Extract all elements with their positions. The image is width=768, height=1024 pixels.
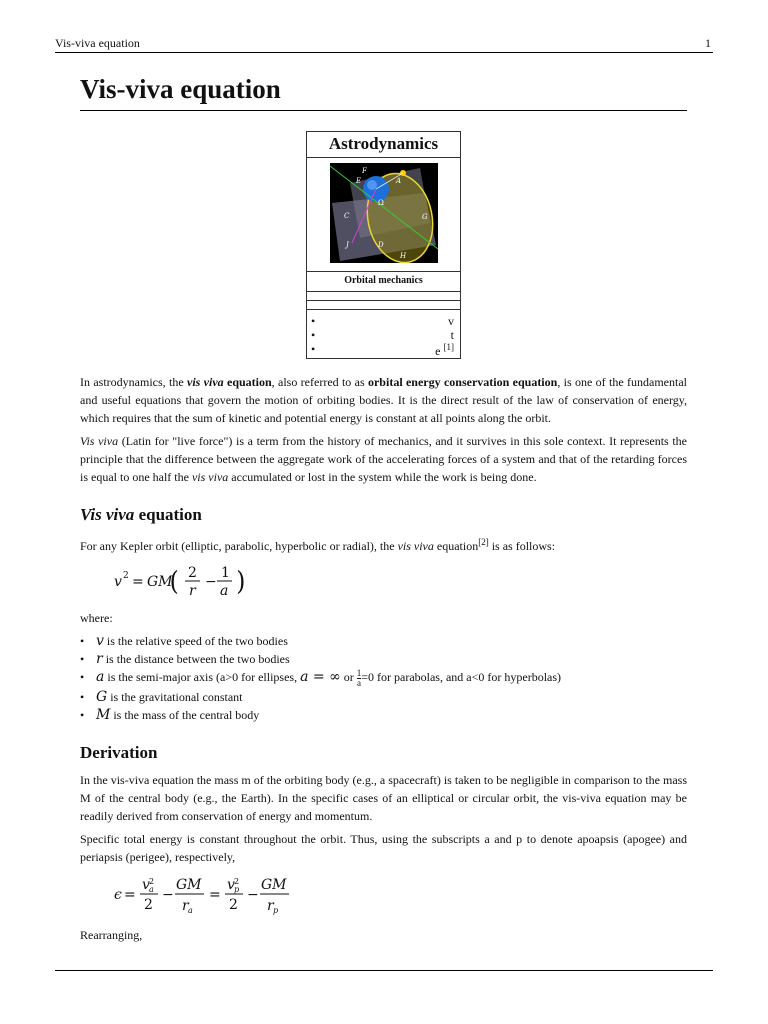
running-header — [55, 36, 713, 53]
svg-text:v: v — [114, 574, 122, 590]
svg-text:G: G — [421, 213, 428, 221]
where-label: where: — [80, 611, 113, 625]
svg-text:−: − — [205, 574, 217, 590]
svg-text:r: r — [189, 583, 196, 599]
svg-text:Ω: Ω — [377, 199, 384, 207]
svg-text:): ) — [236, 565, 246, 597]
term-bold: orbital energy conservation equation — [367, 375, 558, 389]
infobox-item-text: • v — [448, 314, 454, 328]
svg-text:2: 2 — [234, 876, 240, 886]
text: In astrodynamics, the — [80, 375, 187, 389]
vis-viva-formula-image — [112, 563, 252, 599]
footer-rule — [55, 970, 713, 971]
fraction-denominator: a — [356, 677, 361, 688]
infobox-caption: Orbital mechanics — [307, 272, 460, 292]
intro-paragraph — [80, 373, 687, 427]
svg-text:=: = — [209, 886, 221, 903]
svg-text:D: D — [377, 241, 384, 249]
svg-text:v: v — [227, 876, 235, 893]
infobox-image — [307, 158, 460, 272]
svg-text:=: = — [132, 574, 144, 590]
list-item — [80, 632, 687, 650]
term-bold: equation — [223, 375, 272, 389]
infobox-item-text: • t — [450, 328, 454, 342]
svg-text:a: a — [149, 884, 154, 894]
text: accumulated or lost in the system while the work is being done. — [228, 470, 537, 484]
svg-text:−: − — [162, 886, 174, 903]
text: , also referred to as — [271, 375, 368, 389]
svg-text:2: 2 — [149, 876, 155, 886]
term-italic: vis viva — [187, 375, 224, 389]
math-symbol: G — [96, 688, 108, 705]
svg-text:2: 2 — [229, 896, 238, 913]
list-item — [80, 688, 687, 706]
infobox-empty-row — [307, 301, 460, 310]
section-heading-derivation: Derivation — [80, 742, 158, 762]
term-italic: vis viva — [191, 470, 229, 484]
reference-link[interactable]: [1] — [443, 342, 454, 352]
text: is the gravitational constant — [107, 689, 243, 704]
infobox-item-text — [435, 342, 454, 359]
heading-text: equation — [134, 505, 202, 524]
page-number: 1 — [705, 36, 711, 50]
text: is the mass of the central body — [110, 707, 260, 722]
infobox-title: Astrodynamics — [307, 132, 460, 158]
infobox-list-item — [311, 314, 456, 328]
infobox-list — [307, 310, 460, 358]
svg-text:2: 2 — [188, 565, 197, 581]
variable-list — [80, 632, 687, 724]
infobox — [306, 131, 461, 359]
term-italic: vis viva — [397, 539, 434, 553]
page-title: Vis-viva equation — [80, 70, 687, 111]
derivation-paragraph-2: Specific total energy is constant throughout the orbit. Thus, using the subscripts a and p to denote apoapsis (apogee) and periapsis (perigee), respectively, — [80, 831, 687, 864]
text: equation — [433, 539, 479, 553]
text: or — [340, 670, 357, 684]
svg-text:a: a — [188, 905, 193, 915]
energy-formula — [112, 874, 687, 920]
running-title: Vis-viva equation — [55, 36, 140, 50]
svg-text:J: J — [345, 241, 349, 249]
svg-text:ϵ: ϵ — [114, 886, 122, 903]
section-paragraph — [80, 533, 687, 555]
svg-text:1: 1 — [221, 565, 230, 581]
term-italic: Vis viva — [80, 434, 119, 448]
svg-text:r: r — [182, 897, 189, 914]
list-item — [80, 668, 687, 688]
vis-viva-formula — [112, 563, 687, 603]
math-symbol: M — [96, 706, 111, 723]
svg-text:GM: GM — [176, 876, 202, 893]
infobox-empty-row — [307, 292, 460, 301]
math-symbol: v — [96, 633, 104, 649]
svg-text:F: F — [361, 167, 367, 175]
svg-text:GM: GM — [261, 876, 287, 893]
text: For any Kepler orbit (elliptic, parabolic, hyperbolic or radial), the — [80, 539, 398, 553]
text: is as follows: — [488, 539, 556, 553]
svg-text:2: 2 — [144, 896, 153, 913]
svg-text:(: ( — [169, 565, 179, 597]
reference-link[interactable]: [2] — [478, 537, 489, 547]
svg-text:r: r — [267, 897, 274, 914]
text: is the distance between the two bodies — [102, 652, 290, 666]
list-item — [80, 706, 687, 724]
svg-text:v: v — [142, 876, 150, 893]
heading-italic: Vis viva — [80, 505, 135, 524]
orbit-diagram-image — [330, 163, 438, 263]
text: =0 for parabolas, and a<0 for hyperbolas) — [361, 670, 562, 684]
section-heading-vis-viva — [80, 505, 687, 525]
infobox-list-item — [311, 328, 456, 342]
infobox-list-item — [311, 342, 456, 356]
math-symbol: r — [96, 651, 103, 667]
derivation-paragraph: In the vis-viva equation the mass m of the orbiting body (e.g., a spacecraft) is taken to be negligible in comparison to the mass M of the central body (e.g., the Earth). In the specific cases of an elliptical or circular orbit, the vis-viva equation may be readily derived from conservation of energy and momentum. — [80, 772, 687, 823]
math-symbol: a — [96, 669, 105, 685]
svg-text:GM: GM — [147, 574, 173, 590]
text: (Latin for "live force") is a term from the history of mechanics, and it survives in this sole context. It represents the principle that the difference between the aggregate work of the accelerating forces of a system and that of the retarding forces is equal to one half the — [80, 434, 687, 484]
svg-text:C: C — [343, 212, 349, 220]
text: is the relative speed of the two bodies — [103, 634, 288, 648]
svg-text:=: = — [124, 886, 136, 903]
text: is the semi-major axis (a>0 for ellipses, — [104, 670, 301, 684]
text: , is one of the fundamental and useful equations that govern the motion of orbiting bodies. It is the direct result of the law of conservation of energy, which requires that the sum of kinetic and potential energy is constant at all points along the orbit. — [80, 375, 687, 425]
svg-text:2: 2 — [123, 571, 129, 581]
energy-formula-image — [112, 874, 312, 916]
intro-paragraph-2 — [80, 432, 687, 486]
fraction-numerator: 1 — [356, 667, 362, 678]
infobox-item-value: e — [435, 344, 441, 358]
svg-text:p: p — [234, 884, 240, 894]
svg-text:H: H — [399, 252, 406, 260]
rearranging-label: Rearranging, — [80, 927, 143, 942]
math-expression: a = ∞ — [300, 669, 341, 685]
svg-text:a: a — [220, 583, 229, 599]
svg-text:−: − — [247, 886, 259, 903]
svg-text:E: E — [355, 177, 361, 185]
svg-text:A: A — [395, 177, 401, 185]
article-body — [80, 70, 687, 949]
list-item — [80, 650, 687, 668]
svg-text:p: p — [273, 905, 279, 915]
